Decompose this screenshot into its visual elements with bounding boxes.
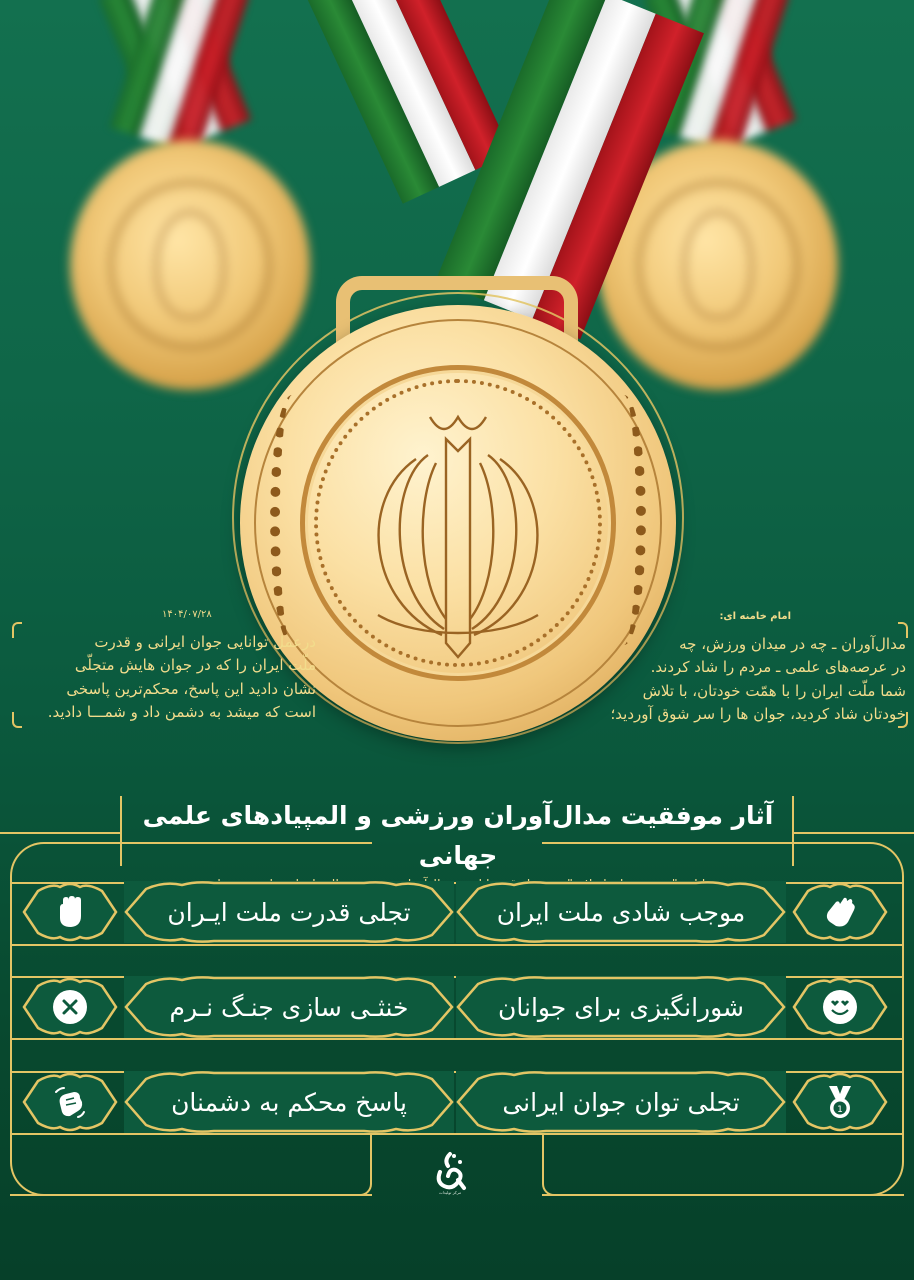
effect-badge-enthusiasm bbox=[456, 976, 786, 1038]
fist-bump-icon bbox=[52, 1084, 88, 1120]
svg-text:1: 1 bbox=[837, 1105, 843, 1115]
effect-label: شورانگیزی برای جوانان bbox=[498, 992, 744, 1022]
quote-left bbox=[16, 603, 316, 725]
heart-eyes-smiley-icon bbox=[822, 989, 858, 1025]
quote-author: امام خامنه ای: bbox=[719, 611, 791, 622]
effect-badge-soft-war bbox=[124, 976, 454, 1038]
quote-line: در عرصه‌های علمی ـ مردم را شاد کردند. bbox=[650, 658, 906, 676]
first-place-medal-icon bbox=[822, 1084, 858, 1120]
quote-line: مدال‌آوران ـ چه در میدان ورزش، چه bbox=[679, 634, 906, 653]
raised-fist-icon bbox=[52, 894, 88, 930]
logo-caption: مرکز تولیدات bbox=[438, 1190, 462, 1195]
quote-bracket-bottom bbox=[12, 712, 22, 728]
effect-icon-badge bbox=[22, 976, 118, 1038]
quote-line: ملّت ایران را که در جوان هایش متجلّی bbox=[74, 656, 316, 674]
effect-label: موجب شادی ملت ایران bbox=[496, 897, 746, 927]
quote-line: نشان دادید این پاسخ، محکم‌ترین پاسخی bbox=[66, 679, 316, 698]
effect-badge-youth-ability bbox=[456, 1071, 786, 1133]
effect-icon-badge bbox=[792, 1071, 888, 1133]
effect-label: تجلی توان جوان ایرانی bbox=[502, 1087, 740, 1117]
quote-bracket-top bbox=[12, 622, 22, 638]
effect-label: تجلی قدرت ملت ایـران bbox=[167, 897, 411, 927]
effect-icon-badge bbox=[22, 1071, 118, 1133]
quote-line: است که میشد به دشمن داد و شمـــا دادید. bbox=[47, 703, 316, 721]
left-blurred-medal bbox=[70, 140, 310, 390]
effect-icon-badge bbox=[792, 881, 888, 943]
quote-bracket-top bbox=[898, 622, 908, 638]
quote-date: ۱۴۰۴/۰۷/۲۸ bbox=[162, 609, 212, 620]
title-rule-left bbox=[0, 832, 120, 834]
effect-icon-badge bbox=[792, 976, 888, 1038]
page-title: آثار موفقیت مدال‌آوران ورزشی و المپیادهای علمی جهانی bbox=[142, 801, 774, 870]
effect-badge-joy bbox=[456, 881, 786, 943]
effect-label: خنثـی سازی جنـگ نـرم bbox=[169, 992, 409, 1022]
quote-line: درعمل توانایی جوان ایرانی و قدرت bbox=[94, 632, 316, 651]
clapping-hands-icon bbox=[822, 894, 858, 930]
iran-emblem-icon bbox=[358, 403, 558, 663]
title-rule-right bbox=[794, 832, 914, 834]
x-circle-icon bbox=[52, 989, 88, 1025]
row-line bbox=[10, 944, 904, 946]
row-line bbox=[10, 1133, 904, 1135]
quote-right bbox=[610, 605, 906, 727]
effect-label: پاسخ محکم به دشمنان bbox=[171, 1087, 407, 1117]
quote-bracket-bottom bbox=[898, 712, 908, 728]
effect-badge-power bbox=[124, 881, 454, 943]
row-line bbox=[10, 1038, 904, 1040]
quote-line: خودتان شاد کردید، جوان ها را سر شوق آوردید؛ bbox=[610, 705, 906, 723]
effect-icon-badge bbox=[22, 881, 118, 943]
effect-badge-firm-response bbox=[124, 1071, 454, 1133]
quote-line: شما ملّت ایران را با همّت خودتان، با تلاش bbox=[642, 681, 906, 700]
